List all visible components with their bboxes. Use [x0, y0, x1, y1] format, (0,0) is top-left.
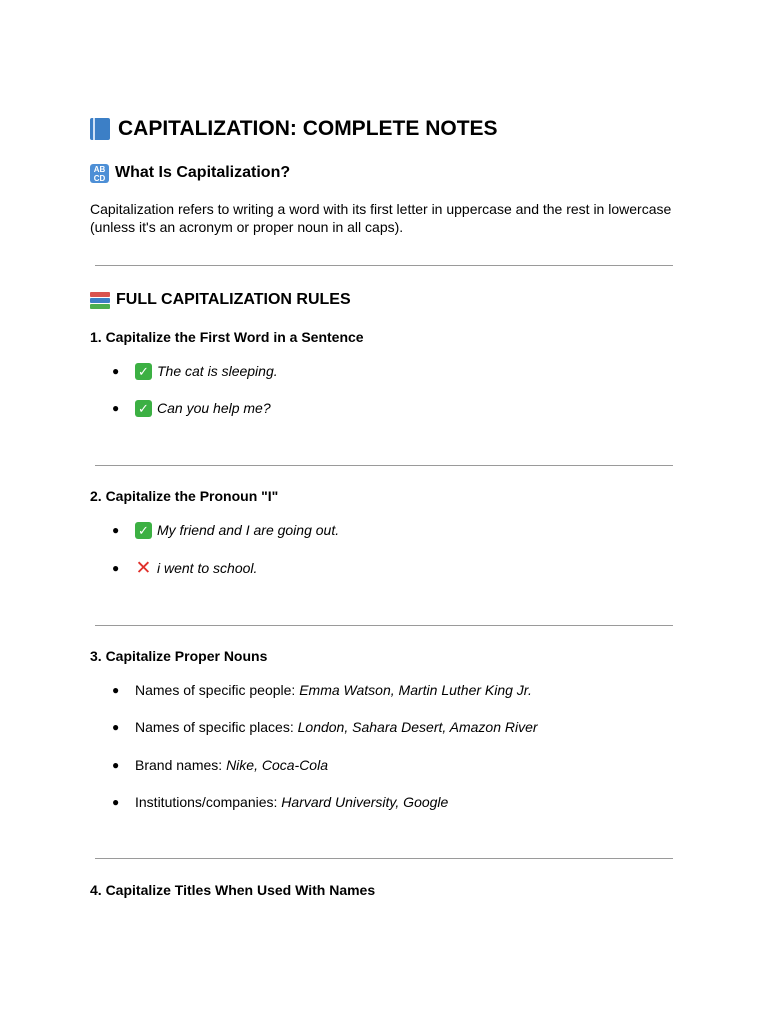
item-examples: Harvard University, Google	[281, 794, 449, 810]
check-mark-icon: ✓	[135, 522, 152, 539]
abc-input-icon: AB CD	[90, 164, 109, 183]
item-label: Institutions/companies:	[135, 794, 282, 810]
what-is-heading-text: What Is Capitalization?	[115, 164, 291, 181]
check-mark-icon: ✓	[135, 363, 152, 380]
rule-4-heading: 4. Capitalize Titles When Used With Names	[90, 882, 376, 898]
divider	[95, 465, 673, 466]
divider	[95, 265, 673, 266]
bullet: ●	[112, 683, 120, 697]
what-is-body: Capitalization refers to writing a word with its first letter in uppercase and the rest in lowercase (unless it's an acronym or proper noun in all caps).	[90, 201, 672, 235]
bullet: ●	[112, 523, 120, 537]
example-text: The cat is sleeping.	[157, 363, 278, 379]
blue-book-icon	[90, 118, 110, 140]
bullet: ●	[112, 401, 120, 415]
check-mark-icon: ✓	[135, 400, 152, 417]
rules-heading	[90, 289, 351, 311]
bullet: ●	[112, 364, 120, 378]
page-title-text: CAPITALIZATION: COMPLETE NOTES	[118, 117, 498, 140]
divider	[95, 625, 673, 626]
divider	[95, 858, 673, 859]
list-item	[112, 399, 271, 417]
list-item	[112, 756, 328, 774]
list-item	[112, 521, 339, 539]
stacked-books-icon	[90, 291, 110, 309]
example-text: My friend and I are going out.	[157, 522, 340, 538]
item-examples: Nike, Coca-Cola	[226, 757, 328, 773]
example-text: Can you help me?	[157, 400, 271, 416]
rule-2-heading: 2. Capitalize the Pronoun "I"	[90, 488, 279, 504]
list-item	[112, 718, 538, 736]
list-item	[112, 681, 532, 699]
bullet: ●	[112, 758, 120, 772]
item-label: Names of specific people:	[135, 682, 300, 698]
item-examples: London, Sahara Desert, Amazon River	[297, 719, 538, 735]
item-label: Brand names:	[135, 757, 227, 773]
item-examples: Emma Watson, Martin Luther King Jr.	[299, 682, 532, 698]
list-item	[112, 559, 257, 577]
list-item	[112, 362, 278, 380]
cross-mark-icon: ✕	[135, 557, 152, 579]
example-text: i went to school.	[157, 560, 258, 576]
rules-heading-text: FULL CAPITALIZATION RULES	[116, 291, 351, 308]
bullet: ●	[112, 795, 120, 809]
rule-1-heading: 1. Capitalize the First Word in a Sentence	[90, 329, 364, 345]
what-is-heading	[90, 162, 290, 184]
rule-3-heading: 3. Capitalize Proper Nouns	[90, 648, 268, 664]
page-title	[90, 115, 498, 143]
bullet: ●	[112, 720, 120, 734]
item-label: Names of specific places:	[135, 719, 298, 735]
list-item	[112, 793, 448, 811]
bullet: ●	[112, 561, 120, 575]
